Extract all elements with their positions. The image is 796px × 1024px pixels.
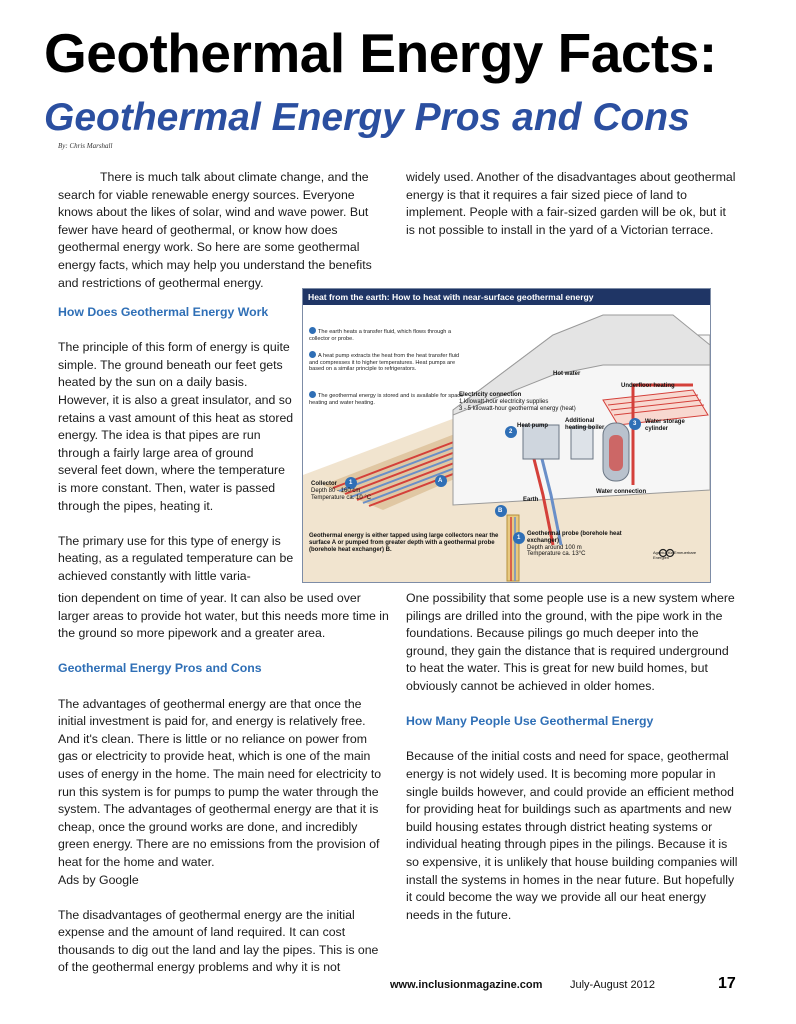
diagram-note-3 <box>309 391 464 406</box>
byline: By: Chris Marshall <box>58 142 113 150</box>
diagram-title: Heat from the earth: How to heat with near-surface geothermal energy <box>303 289 710 305</box>
label-electricity: Electricity connection 1 kilowatt-hour electricity supplies 3 - 5 kilowatt-hour geothermal energy (heat) <box>459 392 576 412</box>
badge-a-label: A <box>438 478 443 484</box>
label-hot-water: Hot water <box>553 371 581 377</box>
badge-2-label: 2 <box>509 429 513 435</box>
note-3-text: The geothermal energy is stored and is available for space heating and water heating. <box>309 393 464 406</box>
intro-right-paragraph: widely used. Another of the disadvantages about geothermal energy is that it requires a fair sized piece of land to implement. People with a fair-sized garden will be ok, but it is not possible to install in the yard of a Victorian terrace. <box>406 170 736 237</box>
label-collector: Collector Depth 80 - 160 cm Temperature ca. 10 °C <box>311 481 372 501</box>
section-how-it-works <box>58 304 294 586</box>
ads-label: Ads by Google <box>58 872 139 887</box>
badge-1b-label: 1 <box>517 535 521 541</box>
advantages-paragraph: The advantages of geothermal energy are that once the initial investment is paid for, and energy is relatively free. And it's clean. There is little or no reliance on power from gas or electricity to provide heat, which is one of the main uses of energy in the home. The main need for electricity to run this system is for pumps to pump the water through the system. The advantages of geothermal energy are that it is cheap, once the ground works are done, and incredibly green energy. There are no emissions from the provision of heat for the home and water. <box>58 696 382 869</box>
label-heating-boiler: Additional heating boiler <box>565 418 605 431</box>
right-lower-column <box>406 590 738 942</box>
badge-b-label: B <box>498 508 503 514</box>
section-heading-how-many: How Many People Use Geothermal Energy <box>406 714 654 729</box>
agency-name: Agentur für Erneuerbare Energien <box>653 550 697 560</box>
label-earth: Earth <box>523 497 539 503</box>
borehole-shaft <box>507 515 519 581</box>
badge-3-label: 3 <box>633 421 637 427</box>
primary-use-paragraph-end: tion dependent on time of year. It can also be used over larger areas to provide hot water, but this needs more time in the ground so more pipework and a greater area. <box>58 591 389 641</box>
heat-pump-unit <box>523 425 559 459</box>
heating-boiler <box>571 427 593 459</box>
primary-use-paragraph-start: The primary use for this type of energy is heating, as a regulated temperature can be achieved constantly with little varia- <box>58 533 294 583</box>
how-many-paragraph: Because of the initial costs and need for space, geothermal energy is not widely used. It is becoming more popular in single builds however, and could provide an efficient method for providing heat for buildings such as apartments and new build housing estates through district heating systems or individual heating through pipes in the pilings. Because it is so expensive, it is unlikely that house building companies will install the systems in homes in the near future. But hopefully it could become the way we provide all our heat energy needs in the future. <box>406 749 738 922</box>
label-water-storage: Water storage cylinder <box>645 419 685 432</box>
cylinder-core <box>609 435 623 471</box>
note-1-text: The earth heats a transfer fluid, which flows through a collector or probe. <box>309 329 452 342</box>
section-heading-how-it-works: How Does Geothermal Energy Work <box>58 305 269 319</box>
section-heading-pros-cons: Geothermal Energy Pros and Cons <box>58 661 262 676</box>
diagram-caption: Geothermal energy is either tapped using large collectors near the surface A or pumped from greater depth with a geothermal probe (borehole heat exchanger) B. <box>309 533 499 553</box>
how-it-works-paragraph: The principle of this form of energy is quite simple. The ground beneath our feet gets heated by the sun on a daily basis. However, it is also a great insulator, and so retains a vast amount of this heat as stored energy. The idea is that pipes are run through a fairly large area of ground several feet down, where the temperature is more constant. Then, water is passed through the pipes, heating it. <box>58 340 294 513</box>
note-2-dot-icon <box>309 351 316 358</box>
intro-right-column <box>406 169 738 257</box>
intro-paragraph: There is much talk about climate change, and the search for viable renewable energy sources. Everyone knows about the likes of solar, wind and wave power. But fewer have heard of geothermal, or know how does geothermal energy work. So here are some geothermal energy facts, which may help you understand the benefits and restrictions of geothermal energy. <box>58 170 372 290</box>
disadvantages-paragraph: The disadvantages of geothermal energy are the initial expense and the amount of land required. It can cost thousands to dig out the land and lay the pipes. This is one of the geothermal energy problems and why it is not <box>58 907 379 975</box>
page-number: 17 <box>718 975 736 992</box>
page-subtitle: Geothermal Energy Pros and Cons <box>44 96 690 139</box>
footer-date: July-August 2012 <box>570 979 655 991</box>
footer-url[interactable]: www.inclusionmagazine.com <box>390 979 543 991</box>
label-heat-pump: Heat pump <box>517 423 549 429</box>
label-geothermal-probe: Geothermal probe (borehole heat exchanger) Depth around 100 m Temperature ca. 13°C <box>527 531 622 558</box>
geothermal-diagram <box>302 288 711 583</box>
diagram-note-2 <box>309 351 464 373</box>
left-lower-column <box>58 590 390 995</box>
note-2-text: A heat pump extracts the heat from the heat transfer fluid and compresses it to higher temperatures. Heat pumps are based on a similar principle to refrigerators. <box>309 353 460 373</box>
pilings-paragraph: One possibility that some people use is a new system where pilings are drilled into the ground, with the pipe work in the foundations. Because pilings go much deeper into the ground, they gain the distance that is required underground to heat the water. This is great for new build homes, but obviously cannot be achieved in older homes. <box>406 591 735 693</box>
diagram-note-1 <box>309 327 464 342</box>
badge-1-label: 1 <box>349 480 353 486</box>
note-1-dot-icon <box>309 327 316 334</box>
label-water-connection: Water connection <box>596 489 647 495</box>
note-3-dot-icon <box>309 391 316 398</box>
page-title: Geothermal Energy Facts: <box>44 22 717 84</box>
label-underfloor-heating: Underfloor heating <box>621 383 675 389</box>
